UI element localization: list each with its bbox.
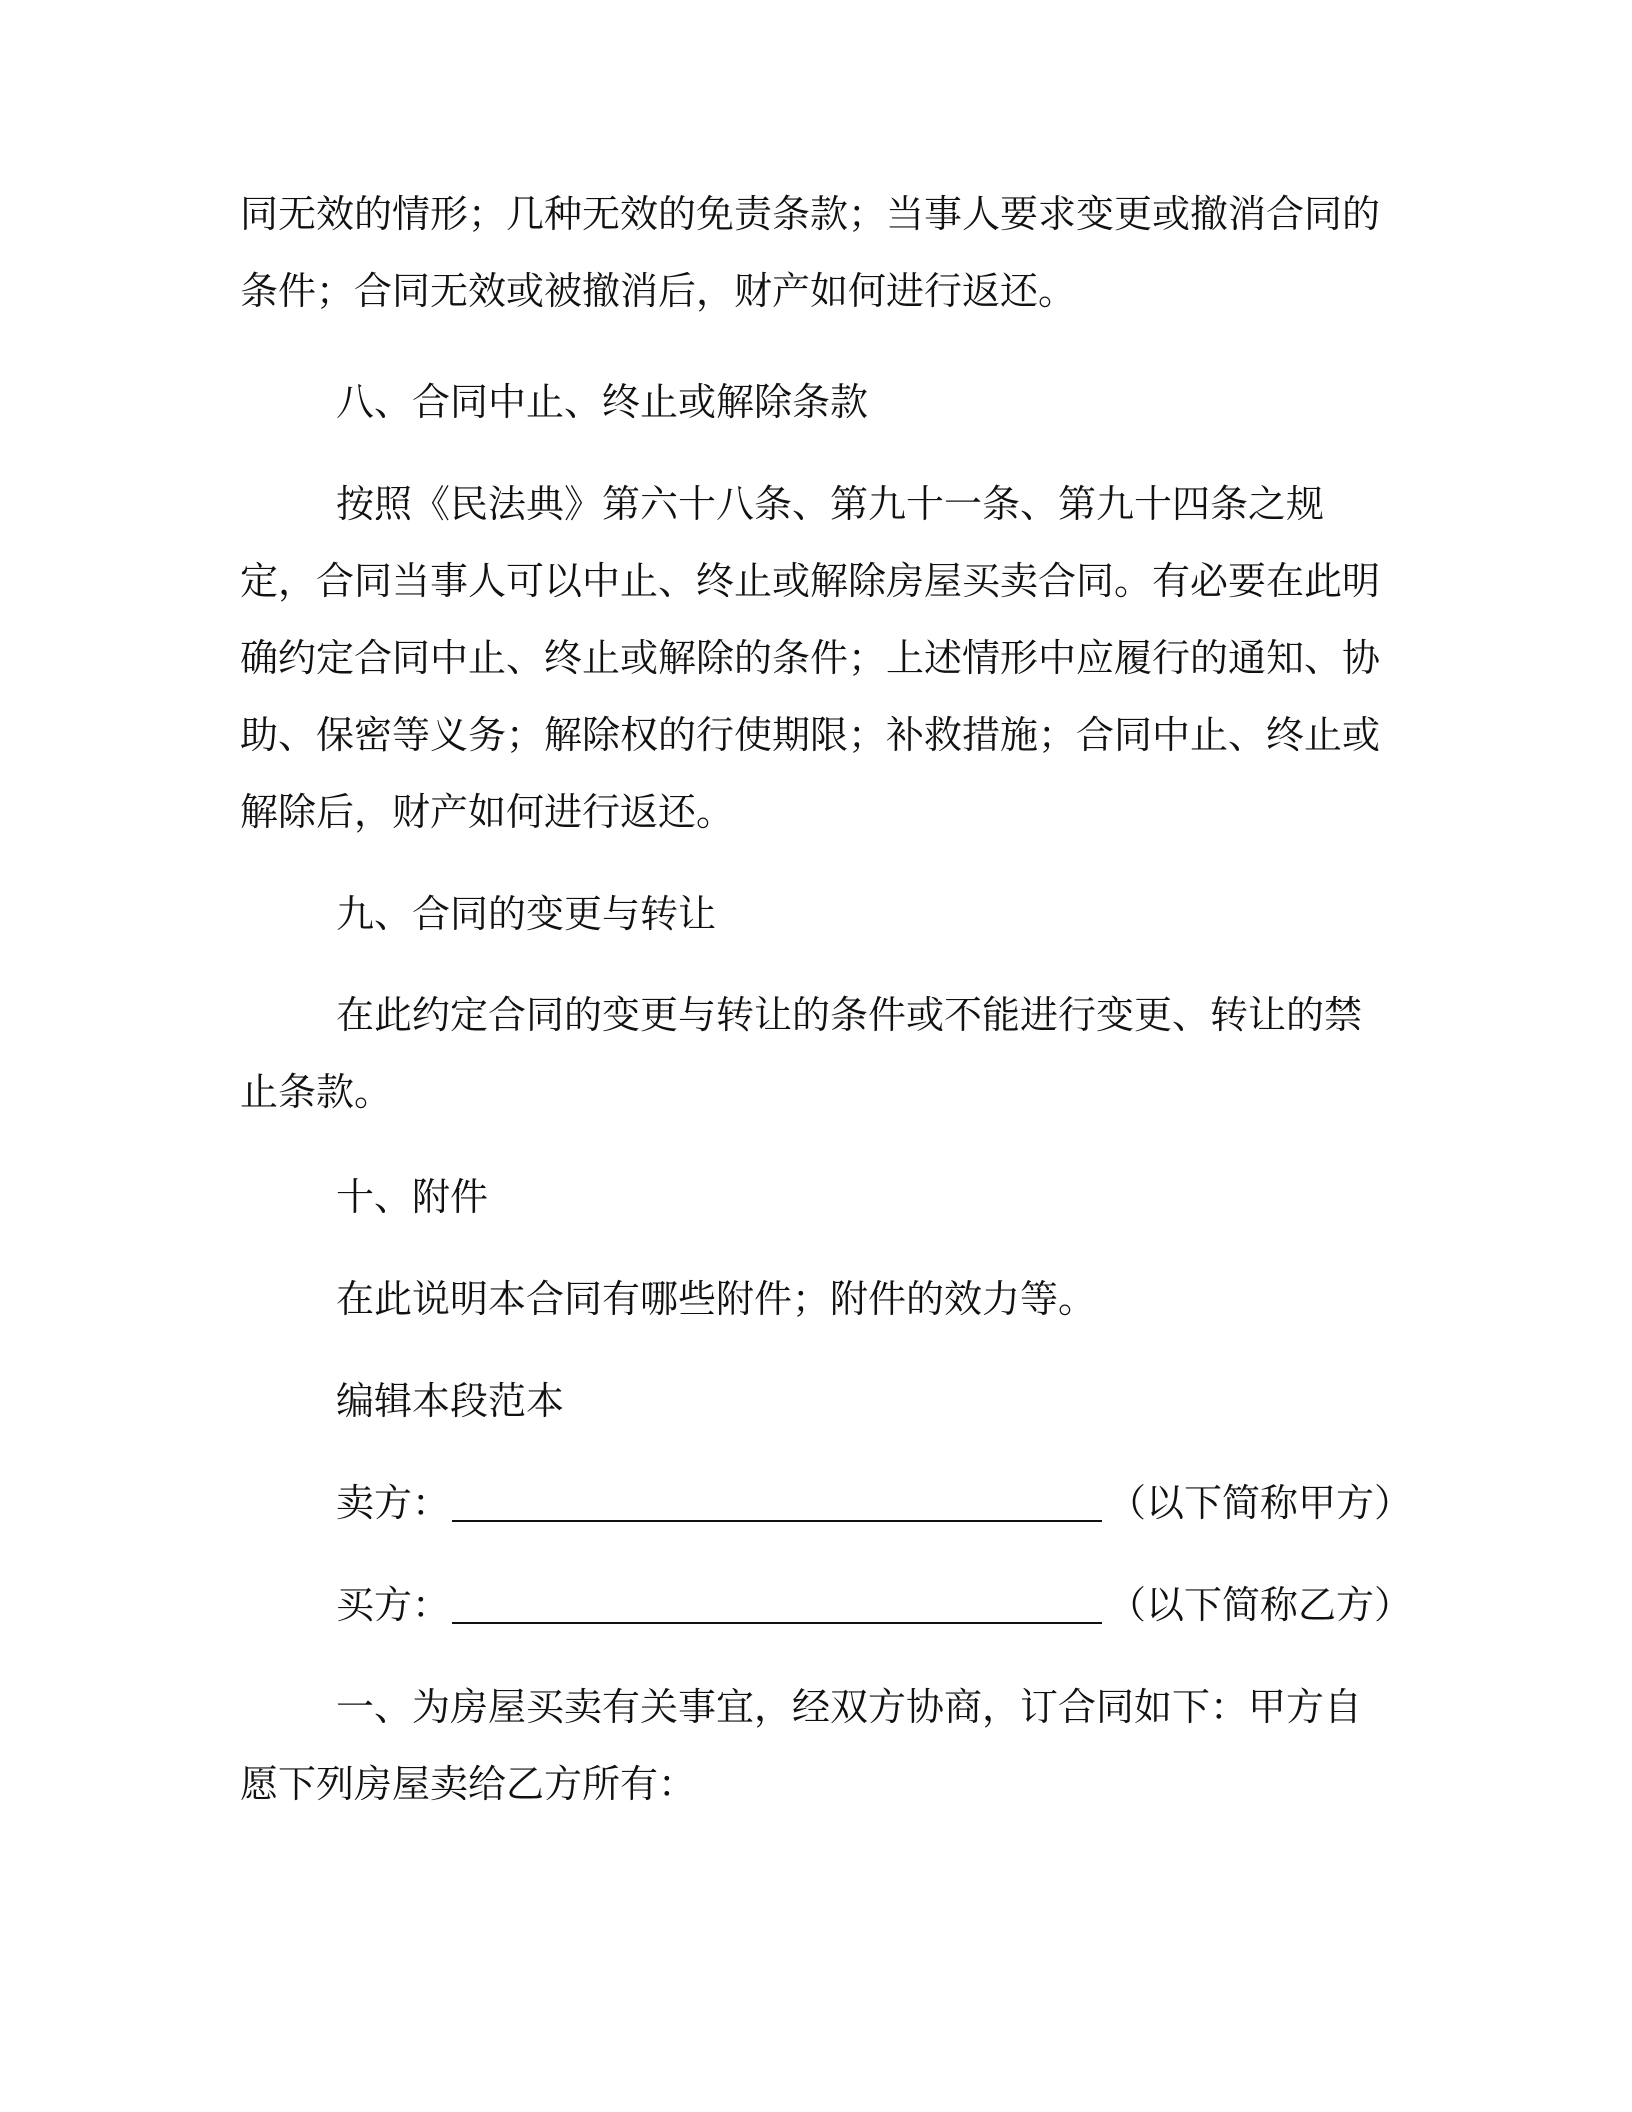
buyer-name-blank[interactable] bbox=[452, 1582, 1102, 1624]
section-9-heading: 九、合同的变更与转让 bbox=[336, 892, 717, 936]
section-9-body: 在此约定合同的变更与转让的条件或不能进行变更、转让的禁止条款。 bbox=[240, 993, 1363, 1114]
section-8-body: 按照《民法典》第六十八条、第九十一条、第九十四条之规定，合同当事人可以中止、终止或解除房屋买卖合同。有必要在此明确约定合同中止、终止或解除的条件；上述情形中应履行的通知、协助、保密等义务；解除权的行使期限；补救措施；合同中止、终止或解除后，财产如何进行返还。 bbox=[240, 482, 1381, 834]
paragraph-continuation: 同无效的情形；几种无效的免责条款；当事人要求变更或撤消合同的条件；合同无效或被撤消后，财产如何进行返还。 bbox=[240, 192, 1381, 313]
seller-label: 卖方： bbox=[336, 1481, 451, 1525]
sample-heading: 编辑本段范本 bbox=[336, 1379, 565, 1423]
section-10-heading: 十、附件 bbox=[336, 1175, 489, 1219]
buyer-suffix: （以下简称乙方） bbox=[1108, 1583, 1413, 1627]
clause-1: 一、为房屋买卖有关事宜，经双方协商，订合同如下：甲方自愿下列房屋卖给乙方所有： bbox=[240, 1685, 1363, 1806]
section-8-heading: 八、合同中止、终止或解除条款 bbox=[336, 380, 869, 424]
buyer-line bbox=[336, 1567, 1413, 1644]
buyer-label: 买方： bbox=[336, 1583, 451, 1627]
seller-suffix: （以下简称甲方） bbox=[1108, 1481, 1413, 1525]
seller-name-blank[interactable] bbox=[452, 1480, 1102, 1522]
seller-line bbox=[336, 1465, 1413, 1542]
section-10-body: 在此说明本合同有哪些附件；附件的效力等。 bbox=[336, 1277, 1097, 1321]
